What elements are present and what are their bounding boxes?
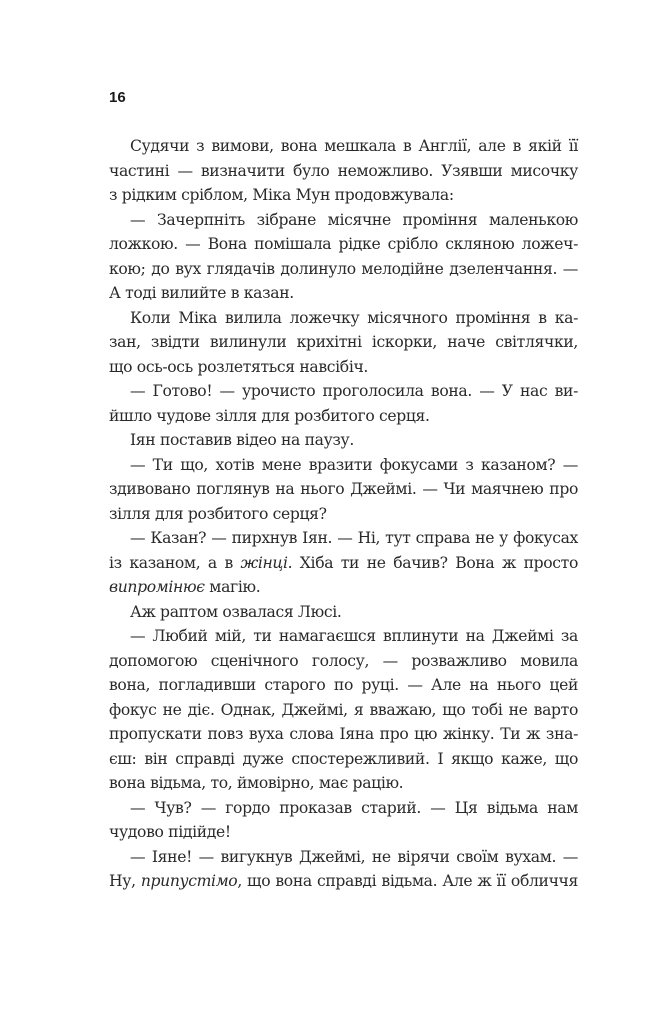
text-segment: фокус не діє. Однак, Джеймі, я вважаю, що тобі не варто xyxy=(109,700,578,719)
text-segment: пропускати повз вуха слова Іяна про цю жінку. Ти ж зна- xyxy=(109,725,578,744)
italic-text: жінці xyxy=(240,553,288,572)
text-line xyxy=(109,820,578,845)
text-line xyxy=(109,404,578,429)
text-segment: зілля для розбитого серця? xyxy=(109,504,327,523)
text-segment: вона відьма, то, ймовірно, має рацію. xyxy=(109,774,404,793)
text-line xyxy=(109,453,578,478)
text-segment: — Казан? — пирхнув Іян. — Ні, тут справа не у фокусах xyxy=(130,529,578,548)
text-line xyxy=(109,281,578,306)
text-line xyxy=(109,600,578,625)
text-segment: Судячи з вимови, вона мешкала в Англії, але в якій її xyxy=(130,137,578,155)
text-segment: — Любий мій, ти намагаєшся вплинути на Джеймі за xyxy=(130,627,578,646)
text-line xyxy=(109,330,578,355)
text-line xyxy=(109,428,578,453)
text-segment: — Ти що, хотів мене вразити фокусами з казаном? — xyxy=(130,455,578,474)
text-line xyxy=(109,477,578,502)
text-segment: йшло чудове зілля для розбитого серця. xyxy=(109,406,430,425)
text-segment: Ну, xyxy=(109,872,141,891)
text-segment: Іян поставив відео на паузу. xyxy=(130,431,354,450)
text-line xyxy=(109,845,578,870)
text-line xyxy=(109,183,578,208)
text-segment: єш: він справді дуже спостережливий. І якщо каже, що xyxy=(109,749,578,768)
text-segment: А тоді вилийте в казан. xyxy=(109,284,294,303)
text-segment: — Готово! — урочисто проголосила вона. — У нас ви- xyxy=(130,382,578,401)
italic-text: припустімо xyxy=(140,872,238,891)
text-line xyxy=(109,722,578,747)
text-line xyxy=(109,502,578,527)
text-segment: — Чув? — гордо проказав старий. — Ця відьма нам xyxy=(130,798,578,817)
text-line xyxy=(109,551,578,576)
text-line xyxy=(109,208,578,233)
text-line xyxy=(109,257,578,282)
text-segment: — Іяне! — вигукнув Джеймі, не вірячи своїм вухам. — xyxy=(130,847,578,866)
text-line xyxy=(109,624,578,649)
text-line xyxy=(109,869,578,894)
text-segment: допомогою сценічного голосу, — розважливо мовила xyxy=(109,651,578,670)
text-segment: із казаном, а в xyxy=(109,553,241,572)
text-segment: що ось-ось розлетяться навсібіч. xyxy=(109,357,369,376)
text-line xyxy=(109,771,578,796)
text-line xyxy=(109,526,578,551)
body-text xyxy=(109,134,578,894)
text-segment: зан, звідти вилинули крихітні іскорки, наче світлячки, xyxy=(109,333,578,352)
text-line xyxy=(109,575,578,600)
text-segment: Аж раптом озвалася Люсі. xyxy=(130,602,342,621)
text-segment: . Хіба ти не бачив? Вона ж просто xyxy=(287,553,578,572)
text-segment: з рідким сріблом, Міка Мун продовжувала: xyxy=(109,186,454,205)
text-line xyxy=(109,649,578,674)
italic-text: випромінює xyxy=(109,578,205,597)
page-number: 16 xyxy=(109,89,126,106)
text-line xyxy=(109,698,578,723)
text-segment: частині — визначити було неможливо. Узявши мисочку xyxy=(109,161,578,180)
text-segment: здивовано поглянув на нього Джеймі. — Чи маячнею про xyxy=(109,480,578,499)
text-segment: магію. xyxy=(204,578,261,597)
text-segment: , що вона справді відьма. Але ж її обличчя xyxy=(237,872,578,891)
text-segment: вона, погладивши старого по руці. — Але на нього цей xyxy=(109,676,578,695)
text-segment: ложкою. — Вона помішала рідке срібло скляною ложеч- xyxy=(109,235,578,254)
text-line xyxy=(109,159,578,184)
text-line xyxy=(109,379,578,404)
text-line xyxy=(109,306,578,331)
text-segment: Коли Міка вилила ложечку місячного проміння в ка- xyxy=(130,308,578,327)
text-line xyxy=(109,134,578,159)
text-line xyxy=(109,232,578,257)
text-line xyxy=(109,355,578,380)
text-line xyxy=(109,673,578,698)
text-line xyxy=(109,747,578,772)
text-segment: кою; до вух глядачів долинуло мелодійне дзеленчання. — xyxy=(109,259,578,278)
text-segment: — Зачерпніть зібране місячне проміння маленькою xyxy=(130,210,578,229)
text-line xyxy=(109,796,578,821)
text-segment: чудово підійде! xyxy=(109,823,231,842)
